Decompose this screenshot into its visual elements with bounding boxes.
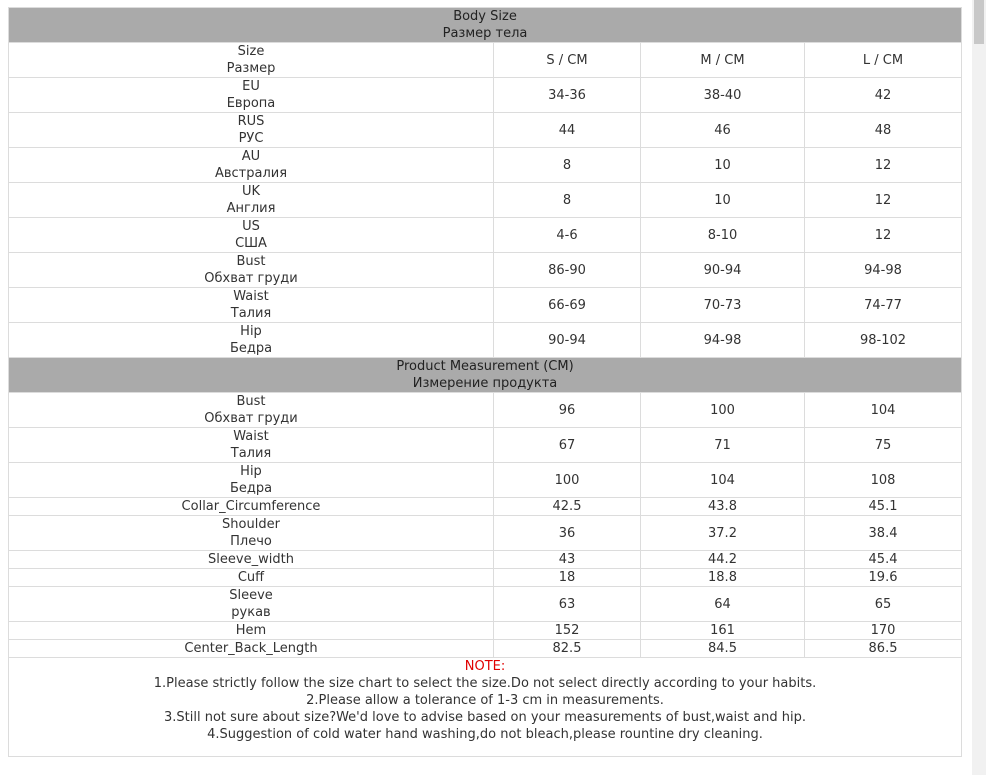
table-cell: 67 [494,428,641,463]
row-label-ru: Плечо [230,534,272,549]
row-label-ru: Талия [230,306,272,321]
table-cell: 12 [805,218,962,253]
note-line: 2.Please allow a tolerance of 1-3 cm in measurements. [306,693,664,708]
table-cell: 10 [641,183,805,218]
table-cell: 65 [805,587,962,622]
body_size-header-row [9,8,962,43]
table-cell: 104 [805,393,962,428]
size-label [9,43,494,78]
row-label-en: Sleeve [229,588,273,603]
row-label-en: Bust [236,254,266,269]
product-header-row [9,358,962,393]
section-title-ru: Размер тела [442,26,528,41]
table-row [9,148,962,183]
table-cell: 10 [641,148,805,183]
row-label-en: Hip [240,464,262,479]
table-cell: 8 [494,183,641,218]
row-label [9,622,494,640]
row-label-ru: Бедра [229,481,273,496]
table-cell: 45.1 [805,498,962,516]
table-cell: 38.4 [805,516,962,551]
table-cell: 82.5 [494,640,641,658]
table-row [9,516,962,551]
row-label-en: Hem [235,623,267,638]
table-cell: 44 [494,113,641,148]
table-cell: 104 [641,463,805,498]
table-cell: 42 [805,78,962,113]
row-label-en: Center_Back_Length [184,641,318,656]
size-chart [8,7,961,757]
table-cell: 18.8 [641,569,805,587]
note-line: 1.Please strictly follow the size chart to select the size.Do not select directly according to your habits. [153,676,817,691]
table-cell: 19.6 [805,569,962,587]
table-cell: 36 [494,516,641,551]
product-section-title [9,358,962,393]
table-cell: 86.5 [805,640,962,658]
section-title-ru: Измерение продукта [412,376,558,391]
table-cell: 152 [494,622,641,640]
row-label [9,569,494,587]
table-cell: 34-36 [494,78,641,113]
table-cell: 43 [494,551,641,569]
row-label-ru: Талия [230,446,272,461]
table-cell: 108 [805,463,962,498]
table-cell: 74-77 [805,288,962,323]
row-label [9,113,494,148]
row-label-ru: рукав [231,605,271,620]
row-label [9,587,494,622]
table-cell: 43.8 [641,498,805,516]
table-cell: 45.4 [805,551,962,569]
table-row [9,428,962,463]
table-cell: 90-94 [641,253,805,288]
table-cell: 86-90 [494,253,641,288]
table-cell: 94-98 [641,323,805,358]
row-label-en: Cuff [237,570,265,585]
note-line: 4.Suggestion of cold water hand washing,do not bleach,please rountine dry cleaning. [207,727,763,742]
row-label-ru: РУС [238,131,264,146]
note-line: 3.Still not sure about size?We'd love to advise based on your measurements of bust,waist and hip. [164,710,806,725]
table-cell: 90-94 [494,323,641,358]
table-row [9,463,962,498]
row-label [9,393,494,428]
row-label-ru: Обхват груди [204,271,298,286]
notes-cell [9,658,962,757]
table-row [9,393,962,428]
table-cell: 71 [641,428,805,463]
table-row [9,587,962,622]
row-label-en: Waist [233,429,269,444]
table-cell: 37.2 [641,516,805,551]
row-label-en: Waist [233,289,269,304]
row-label [9,78,494,113]
size-label-ru: Размер [226,61,276,76]
table-cell: 8-10 [641,218,805,253]
table-cell: 84.5 [641,640,805,658]
table-row [9,622,962,640]
table-row [9,113,962,148]
table-row [9,218,962,253]
table-cell: 75 [805,428,962,463]
table-cell: 170 [805,622,962,640]
row-label [9,148,494,183]
row-label [9,498,494,516]
row-label-ru: Обхват груди [204,411,298,426]
table-row [9,569,962,587]
row-label-ru: Европа [226,96,276,111]
table-cell: 64 [641,587,805,622]
row-label-en: Hip [240,324,262,339]
table-cell: 46 [641,113,805,148]
table-row [9,640,962,658]
size-header-row [9,43,962,78]
table-cell: 161 [641,622,805,640]
table-cell: 48 [805,113,962,148]
size-column-header: M / CM [641,43,805,78]
size-column-header: L / CM [805,43,962,78]
scrollbar-thumb[interactable] [974,0,984,44]
row-label-en: Sleeve_width [208,552,294,567]
section-title-en: Product Measurement (CM) [396,359,574,374]
table-cell: 98-102 [805,323,962,358]
row-label-en: AU [241,149,261,164]
table-cell: 66-69 [494,288,641,323]
table-cell: 44.2 [641,551,805,569]
table-row [9,323,962,358]
table-cell: 8 [494,148,641,183]
table-cell: 38-40 [641,78,805,113]
table-cell: 63 [494,587,641,622]
size-table [8,7,962,757]
row-label-en: Collar_Circumference [181,499,321,514]
table-cell: 100 [641,393,805,428]
table-row [9,551,962,569]
row-label [9,323,494,358]
vertical-scrollbar[interactable] [972,0,986,775]
table-cell: 12 [805,148,962,183]
size-label-en: Size [237,44,265,59]
row-label-ru: Бедра [229,341,273,356]
section-title-en: Body Size [453,9,517,24]
table-cell: 18 [494,569,641,587]
row-label-en: Bust [236,394,266,409]
row-label [9,516,494,551]
table-row [9,183,962,218]
table-cell: 94-98 [805,253,962,288]
table-row [9,498,962,516]
row-label [9,640,494,658]
row-label-en: EU [242,79,260,94]
row-label [9,463,494,498]
row-label-en: UK [241,184,261,199]
row-label [9,218,494,253]
table-cell: 96 [494,393,641,428]
table-row [9,78,962,113]
body_size-section-title [9,8,962,43]
row-label-en: US [242,219,260,234]
row-label-ru: США [235,236,267,251]
row-label-en: Shoulder [222,517,280,532]
row-label [9,551,494,569]
row-label [9,288,494,323]
table-cell: 12 [805,183,962,218]
row-label [9,428,494,463]
table-row [9,288,962,323]
note-title: NOTE: [464,659,506,674]
table-row [9,253,962,288]
row-label [9,183,494,218]
row-label-ru: Австралия [214,166,288,181]
row-label [9,253,494,288]
table-cell: 70-73 [641,288,805,323]
table-cell: 42.5 [494,498,641,516]
table-cell: 4-6 [494,218,641,253]
row-label-ru: Англия [226,201,276,216]
notes-row [9,658,962,757]
table-cell: 100 [494,463,641,498]
size-column-header: S / CM [494,43,641,78]
row-label-en: RUS [237,114,265,129]
